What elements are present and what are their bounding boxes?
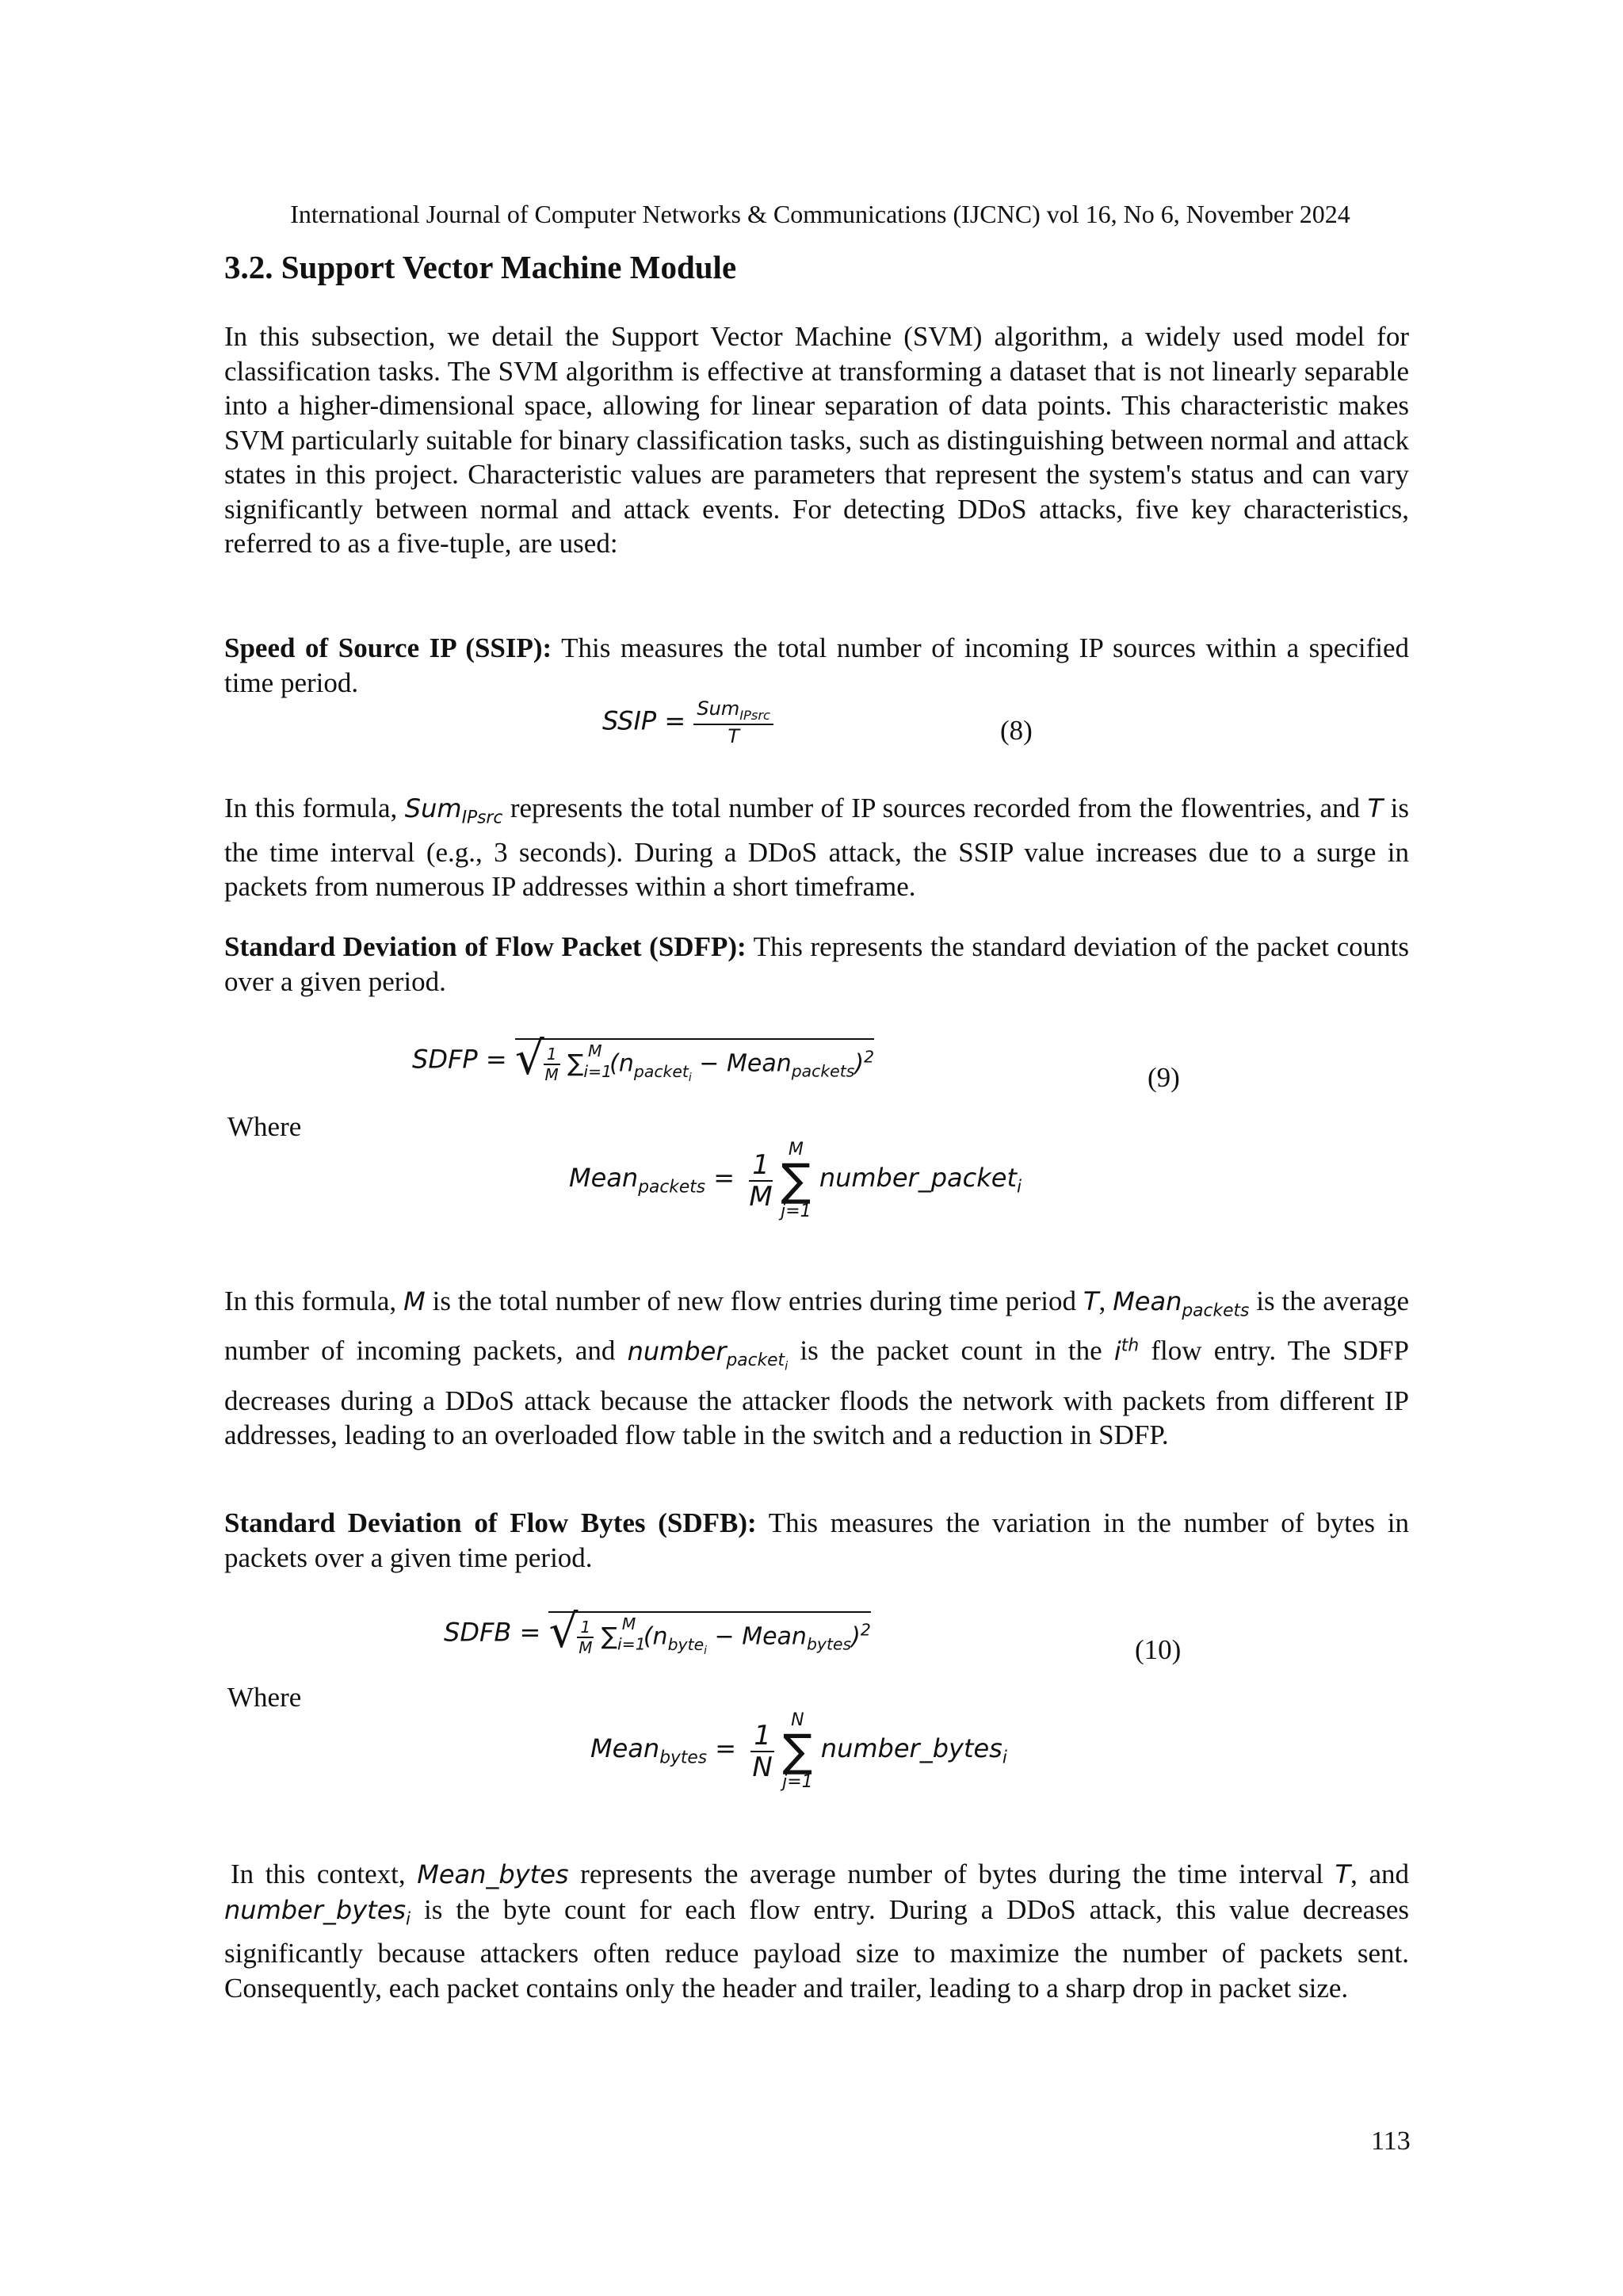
sdfb-equation [444,1604,871,1658]
intro-paragraph: In this subsection, we detail the Support Vector Machine (SVM) algorithm, a widely used model for classification tasks. The SVM algorithm is effective at transforming a dataset that is not linearly separable into a higher-dimensional space, allowing for linear separation of data points. This characteristic makes SVM particularly suitable for binary classification tasks, such as distinguishing between normal and attack states in this project. Characteristic values are parameters that represent the system's status and can vary significantly between normal and attack events. For detecting DDoS attacks, five key characteristics, referred to as a five-tuple, are used: [224,321,1409,559]
sdfb-where: Where [227,1682,302,1713]
sdfb-eq-number: (10) [1135,1634,1182,1665]
sdfb-text: This measures the variation in the number of bytes in packets over a given time period. [224,1507,1409,1573]
sdfp-explanation: In this formula, M is the total number of new flow entries during time period T, Mean$_{packets}$ is the average number of incoming packets, and number$_{packet_i}$ is the packet count in the $i^{th}$ flow entry. The SDFP decreases during a DDoS attack because the attacker floods the network with packets from different IP addresses, leading to an overloaded flow table in the switch and a reduction in SDFP. [224,1286,1409,1451]
page-number: 113 [1371,2126,1411,2156]
sdfp-sqrt: √ $\frac{1}{M}$ $\sum_{i=1}^M$ ($n_{packet_i}$ − Mean$_{packets}$)$^2$ [514,1031,875,1085]
ssip-inline-var: Sum$_{IPsrc}$ [404,793,503,828]
ssip-text: This measures the total number of incoming IP sources within a specified time period. [224,632,1409,698]
ssip-explanation: In this formula, Sum$_{IPsrc}$ represents the total number of IP sources recorded from the flowentries, and T is the time interval (e.g., 3 seconds). During a DDoS attack, the SSIP value increases due to a surge in packets from numerous IP addresses within a short timeframe. [224,793,1409,903]
sdfb-mean-equation: Mean$_{bytes}$ = $\frac{1}{N}$ N ∑ j=1 number_bytes$_i$ [590,1710,1007,1792]
ssip-term: Speed of Source IP (SSIP): [224,632,552,663]
sdfp-text: This represents the standard deviation of the packet counts over a given period. [224,931,1409,997]
sdfp-eq-lhs: SDFP = [412,1044,507,1075]
ssip-equation [602,699,773,746]
ssip-eq-den: T [727,725,740,748]
sdfb-paragraph [224,1506,1409,1575]
sdfp-term: Standard Deviation of Flow Packet (SDFP): [224,931,747,962]
sdfp-eq-number: (9) [1148,1062,1180,1093]
sdfb-explanation: In this context, Mean_bytes represents the average number of bytes during the time interval T, and number_bytes$_i$ is the byte count for each flow entry. During a DDoS attack, this value decreases significantly because attackers often reduce payload size to maximize the number of packets sent. Consequently, each packet contains only the header and trailer, leading to a sharp drop in packet size. [224,1859,1409,2004]
sdfp-mean-equation: Mean$_{packets}$ = $\frac{1}{M}$ M ∑ j=1 number_packet$_i$ [569,1140,1022,1221]
ssip-eq-lhs: SSIP = [602,705,686,736]
sdfb-eq-lhs: SDFB = [444,1617,541,1648]
sdfp-where: Where [227,1111,302,1142]
ssip-eq-fraction [693,699,773,746]
sdfp-paragraph [224,930,1409,999]
sdfb-term: Standard Deviation of Flow Bytes (SDFB): [224,1507,757,1538]
ssip-eq-num-sub: IPsrc [739,707,771,723]
ssip-eq-num: Sum [697,697,740,720]
sdfp-equation [412,1031,875,1085]
sdfb-sqrt: √ $\frac{1}{M}$ $\sum_{i=1}^M$ ($n_{byte_i}$ − Mean$_{bytes}$)$^2$ [548,1604,871,1658]
journal-header: International Journal of Computer Networks & Communications (IJCNC) vol 16, No 6, November 2024 [290,200,1350,228]
ssip-eq-number: (8) [1000,715,1033,746]
ssip-paragraph [224,631,1409,700]
section-title: 3.2. Support Vector Machine Module [224,249,737,285]
